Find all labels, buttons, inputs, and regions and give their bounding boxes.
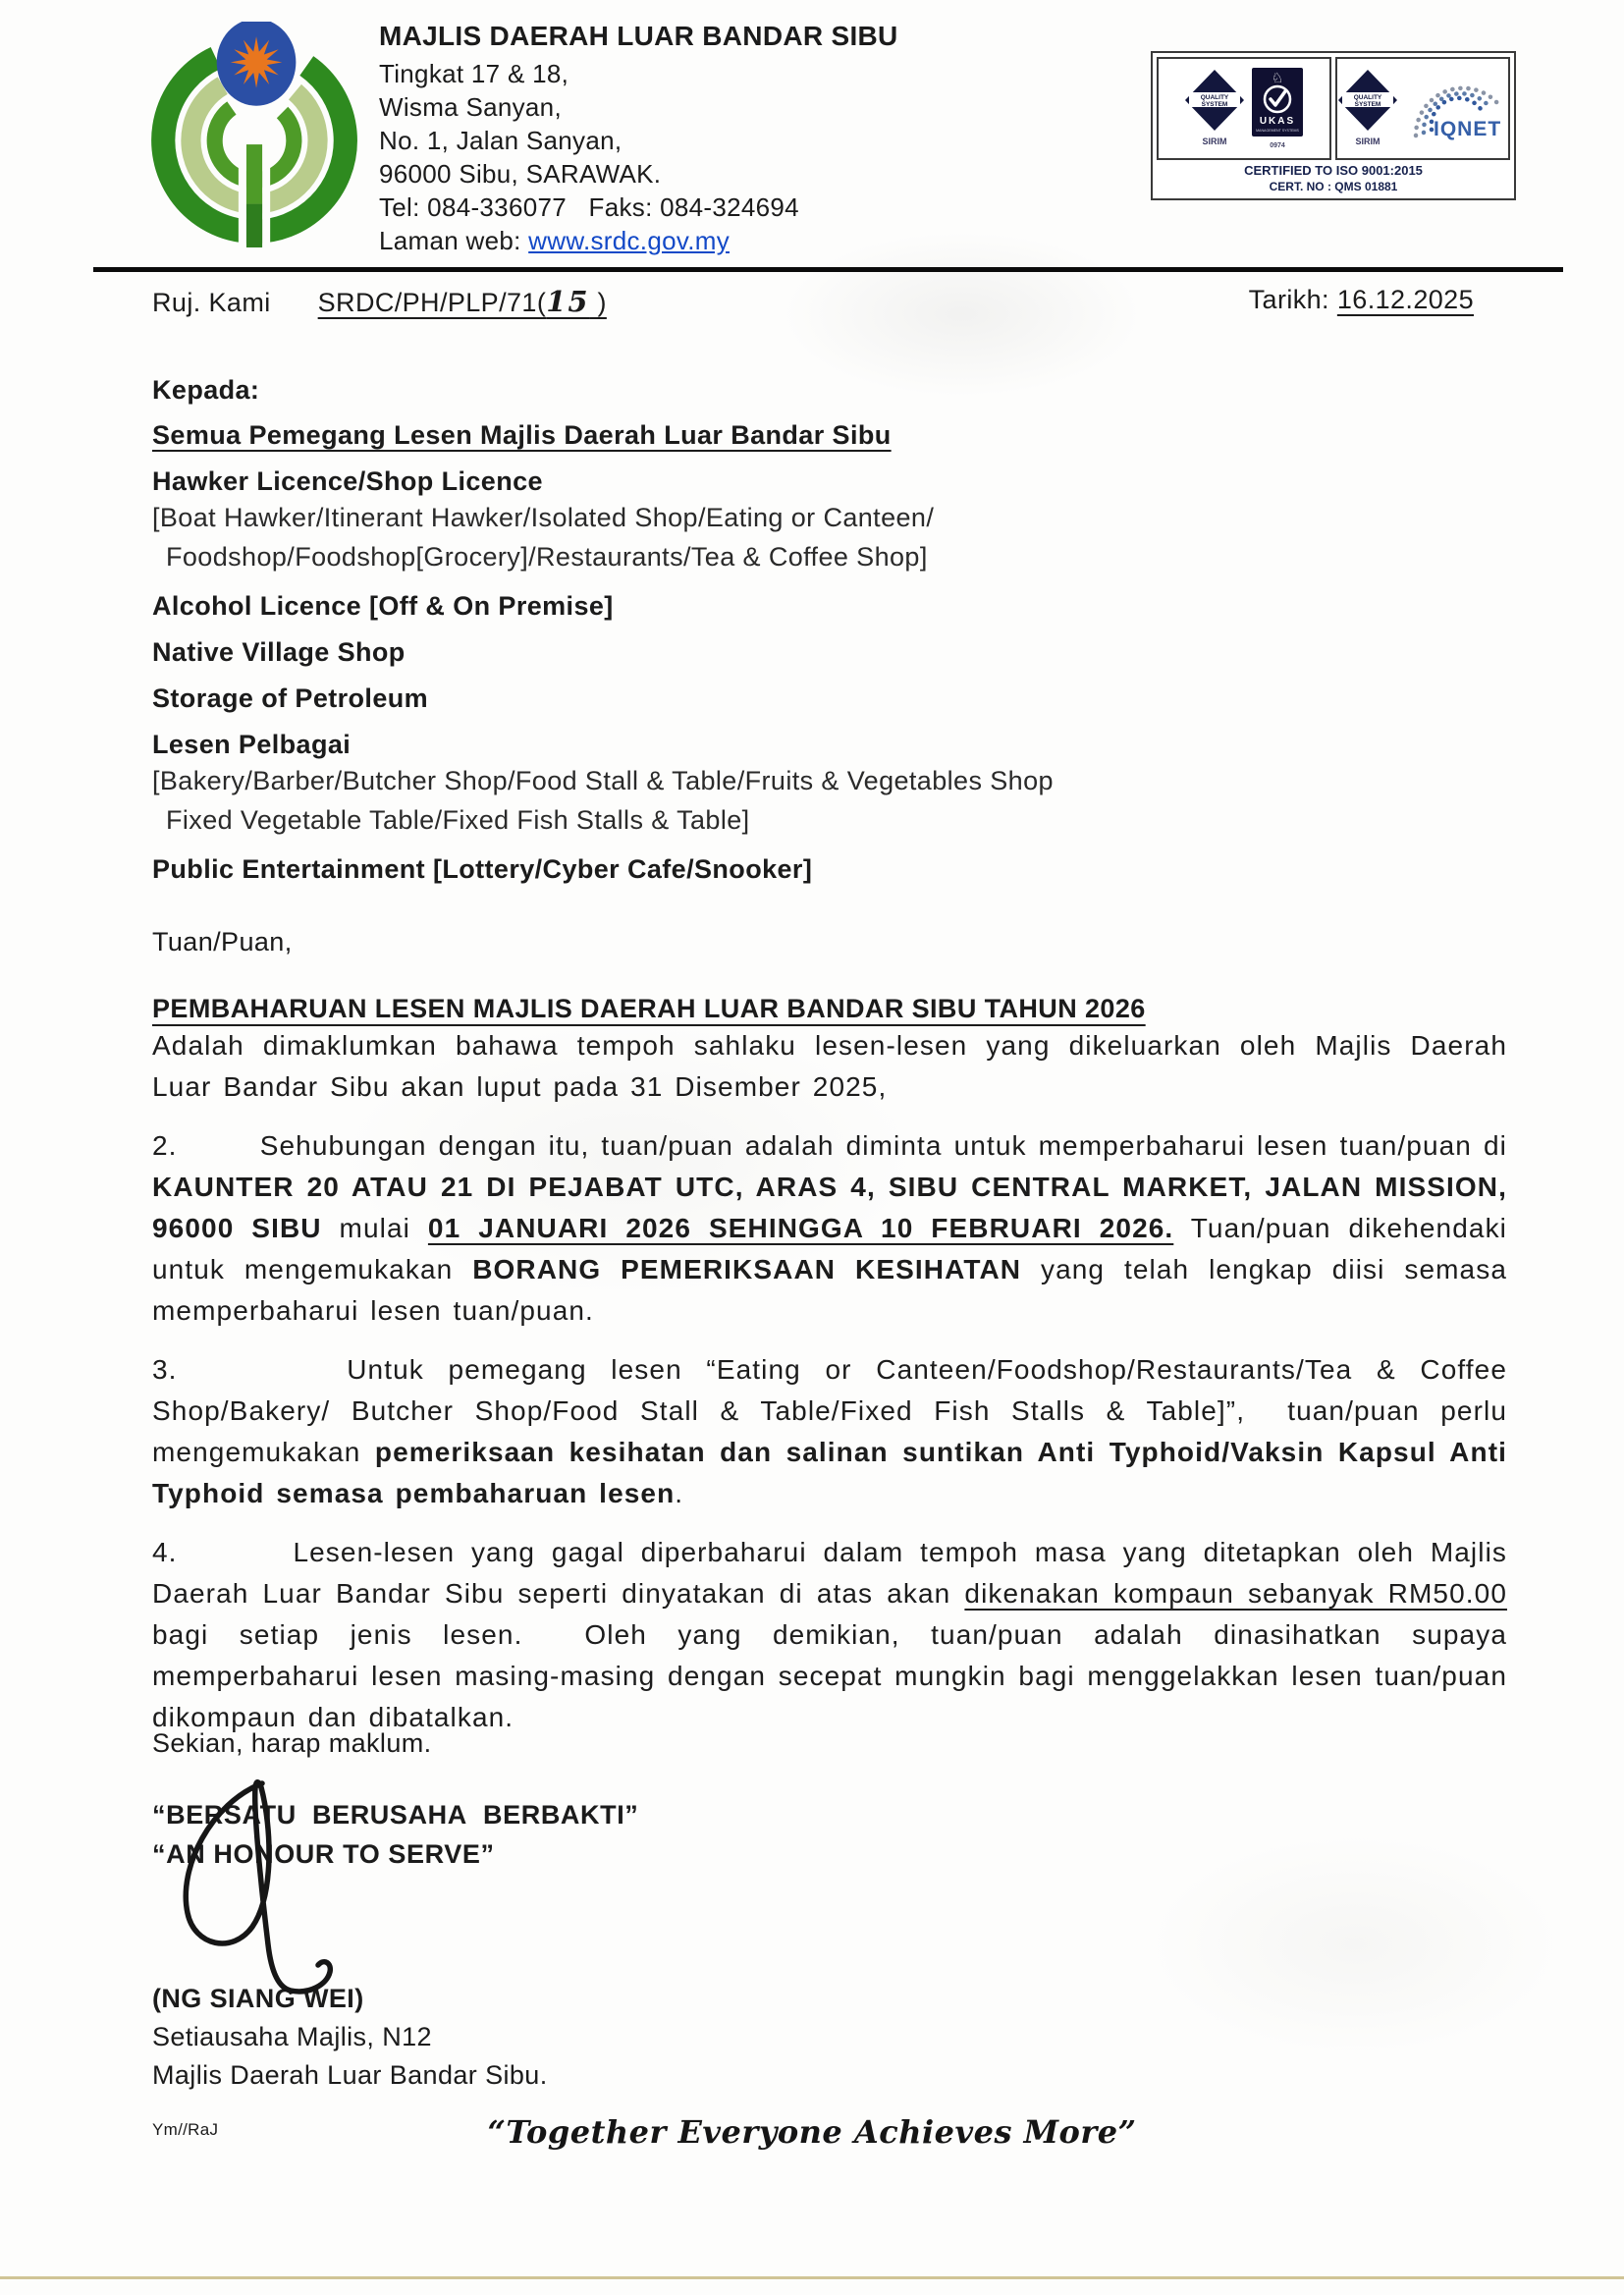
ref-label: Ruj. Kami	[152, 288, 271, 317]
letter-body	[152, 1025, 1507, 1738]
reference-number	[152, 285, 607, 318]
svg-text:IQNET: IQNET	[1434, 117, 1502, 140]
svg-text:0974: 0974	[1270, 141, 1285, 149]
signatory-org: Majlis Daerah Luar Bandar Sibu.	[152, 2060, 548, 2090]
kepada-label: Kepada:	[152, 375, 260, 405]
web-line	[379, 224, 898, 257]
org-name: MAJLIS DAERAH LUAR BANDAR SIBU	[379, 21, 898, 51]
paragraph-1: Adalah dimaklumkan bahawa tempoh sahlaku lesen-lesen yang dikeluarkan oleh Majlis Daerah Luar Bandar Sibu akan luput pada 31 Disember 2025,	[152, 1030, 1507, 1102]
cert-caption	[1153, 160, 1514, 198]
licence-title: Storage of Petroleum	[152, 683, 429, 713]
svg-text:UKAS: UKAS	[1259, 115, 1296, 127]
licence-detail: Foodshop/Foodshop[Grocery]/Restaurants/Tea & Coffee Shop]	[166, 542, 928, 572]
closing-block	[152, 1726, 1507, 2140]
cert-cell-right	[1335, 57, 1510, 160]
licence-group	[152, 635, 1507, 669]
addressee-block	[152, 373, 1507, 1025]
ref-value: SRDC/PH/PLP/71(15 )	[317, 285, 607, 318]
cert-cell-left	[1157, 57, 1331, 160]
council-logo	[143, 22, 361, 249]
licence-detail: Fixed Vegetable Table/Fixed Fish Stalls & Table]	[166, 805, 750, 835]
address-line: 96000 Sibu, SARAWAK.	[379, 159, 662, 189]
certification-box	[1151, 51, 1516, 200]
licence-title: Hawker Licence/Shop Licence	[152, 466, 543, 496]
website-link[interactable]: www.srdc.gov.my	[528, 226, 731, 255]
licence-group	[152, 852, 1507, 886]
sirim-quality-icon	[1337, 69, 1398, 149]
licence-title: Lesen Pelbagai	[152, 730, 352, 759]
date-label: Tarikh:	[1248, 285, 1337, 314]
svg-text:MANAGEMENT SYSTEMS: MANAGEMENT SYSTEMS	[1256, 128, 1299, 133]
motto-line-2: “AN HONOUR TO SERVE”	[152, 1839, 495, 1869]
closing-line: Sekian, harap maklum.	[152, 1728, 432, 1758]
header-divider	[93, 267, 1563, 272]
tel-fax-line: Tel: 084-336077 Faks: 084-324694	[379, 192, 799, 222]
recipient-line: Semua Pemegang Lesen Majlis Daerah Luar Bandar Sibu	[152, 420, 892, 450]
address-line: No. 1, Jalan Sanyan,	[379, 126, 623, 155]
licence-group	[152, 728, 1507, 840]
signatory-title: Setiausaha Majlis, N12	[152, 2022, 432, 2051]
letterhead	[379, 20, 898, 257]
typist-initials: Ym//RaJ	[152, 2120, 219, 2139]
cert-caption-line2: CERT. NO : QMS 01881	[1269, 180, 1398, 193]
licence-title: Public Entertainment [Lottery/Cyber Cafe/Snooker]	[152, 854, 813, 884]
svg-text:SYSTEM: SYSTEM	[1201, 100, 1228, 108]
paragraph-3: 3. Untuk pemegang lesen “Eating or Canteen/Foodshop/Restaurants/Tea & Coffee Shop/Bakery/ Butcher Shop/Food Stall & Table/Fixed Fish Stalls & Table]”, tuan/puan perlu mengemukakan pemeriksaan kesihatan dan salinan suntikan Anti Typhoid/Vaksin Kapsul Anti Typhoid semasa pembaharuan lesen.	[152, 1354, 1508, 1508]
salutation: Tuan/Puan,	[152, 927, 293, 956]
letter-date	[1249, 285, 1474, 315]
licence-title: Native Village Shop	[152, 637, 406, 667]
svg-text:QUALITY: QUALITY	[1200, 93, 1229, 101]
motto-line-1: “BERSATU BERUSAHA BERBAKTI”	[152, 1800, 639, 1830]
scan-edge-line	[0, 2276, 1624, 2279]
paragraph-4: 4. Lesen-lesen yang gagal diperbaharui dalam tempoh masa yang ditetapkan oleh Majlis Daerah Luar Bandar Sibu seperti dinyatakan di atas akan dikenakan kompaun sebanyak RM50.00 bagi setiap jenis lesen. Oleh yang demikian, tuan/puan adalah dinasihatkan supaya memperbaharui lesen masing-masing dengan secepat mungkin bagi menggelakkan lesen tuan/puan dikompaun dan dibatalkan.	[152, 1537, 1507, 1732]
web-label: Laman web:	[379, 226, 529, 255]
svg-text:QUALITY: QUALITY	[1353, 93, 1382, 101]
licence-group	[152, 464, 1507, 576]
sirim-quality-icon	[1184, 69, 1245, 149]
signatory-name: (NG SIANG WEI)	[152, 1984, 364, 2013]
date-value: 16.12.2025	[1336, 285, 1474, 314]
ref-handwritten-number: 15	[546, 285, 590, 318]
licence-group	[152, 589, 1507, 623]
svg-text:SIRIM: SIRIM	[1355, 136, 1380, 146]
ukas-icon	[1251, 67, 1304, 151]
svg-text:♘: ♘	[1271, 69, 1284, 85]
licence-title: Alcohol Licence [Off & On Premise]	[152, 591, 614, 621]
licence-detail: [Bakery/Barber/Butcher Shop/Food Stall & Table/Fruits & Vegetables Shop	[152, 766, 1054, 795]
address-line: Tingkat 17 & 18,	[379, 59, 569, 88]
address-line: Wisma Sanyan,	[379, 92, 562, 122]
footer-quote: “Together Everyone Achieves More”	[487, 2113, 1137, 2151]
subject-line: PEMBAHARUAN LESEN MAJLIS DAERAH LUAR BANDAR SIBU TAHUN 2026	[152, 994, 1146, 1023]
paragraph-2: 2. Sehubungan dengan itu, tuan/puan adalah diminta untuk memperbaharui lesen tuan/puan di KAUNTER 20 ATAU 21 DI PEJABAT UTC, ARAS 4, SIBU CENTRAL MARKET, JALAN MISSION, 96000 SIBU mulai 01 JANUARI 2026 SEHINGGA 10 FEBRUARI 2026. Tuan/puan dikehendaki untuk mengemukakan BORANG PEMERIKSAAN KESIHATAN yang telah lengkap diisi semasa memperbaharui lesen tuan/puan.	[152, 1130, 1507, 1326]
licence-group	[152, 682, 1507, 715]
cert-caption-line1: CERTIFIED TO ISO 9001:2015	[1244, 163, 1423, 178]
iqnet-icon	[1404, 71, 1508, 147]
svg-text:SYSTEM: SYSTEM	[1354, 100, 1381, 108]
svg-text:SIRIM: SIRIM	[1202, 136, 1227, 146]
licence-detail: [Boat Hawker/Itinerant Hawker/Isolated Shop/Eating or Canteen/	[152, 503, 935, 532]
